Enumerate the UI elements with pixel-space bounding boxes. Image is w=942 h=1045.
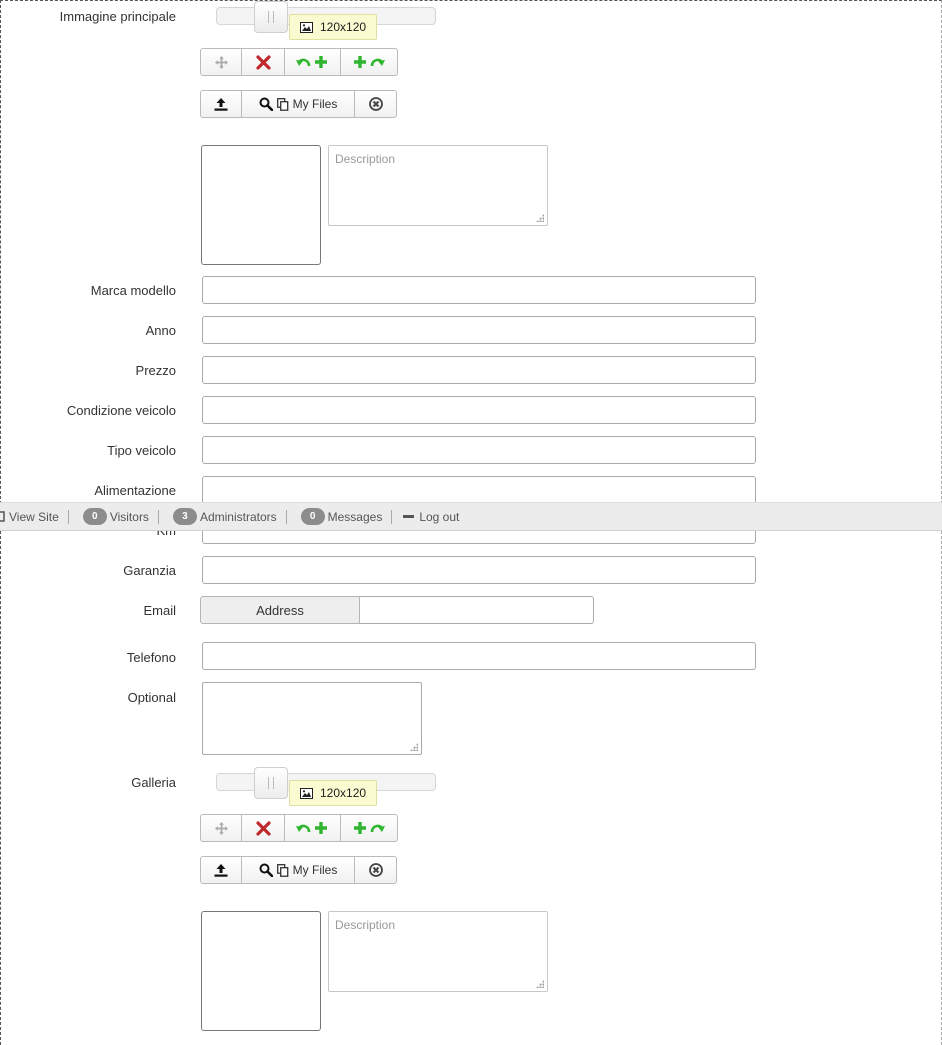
label-tipo-veicolo: Tipo veicolo: [107, 443, 176, 458]
administrators-count-badge: 3: [173, 508, 197, 525]
image-icon: [300, 788, 313, 799]
marca-modello-input[interactable]: [202, 276, 756, 304]
alimentazione-input[interactable]: [202, 476, 756, 504]
clear-icon: [369, 863, 383, 877]
log-out-link[interactable]: [392, 508, 468, 526]
gallery-description-textarea[interactable]: [328, 911, 548, 992]
label-immagine-principale: Immagine principale: [59, 9, 176, 24]
move-icon: [215, 56, 228, 69]
move-icon: [215, 822, 228, 835]
undo-add-icon: [296, 54, 330, 70]
gallery-size-tooltip: [289, 780, 377, 806]
grip-icon: [268, 11, 274, 23]
administrators-link[interactable]: [159, 508, 286, 526]
add-redo-button[interactable]: [341, 48, 398, 76]
visitors-count-badge: 0: [83, 508, 107, 525]
prezzo-input[interactable]: [202, 356, 756, 384]
email-address-addon: Address: [200, 596, 360, 624]
minus-icon: [403, 515, 414, 518]
file-actions-group: [200, 90, 397, 118]
condizione-veicolo-input[interactable]: [202, 396, 756, 424]
anno-input[interactable]: [202, 316, 756, 344]
undo-add-button[interactable]: [285, 814, 341, 842]
delete-icon: [256, 821, 271, 836]
upload-icon: [214, 97, 228, 111]
label-email: Email: [143, 603, 176, 618]
add-redo-button[interactable]: [341, 814, 398, 842]
add-redo-icon: [352, 820, 386, 836]
upload-icon: [214, 863, 228, 877]
visitors-label: Visitors: [109, 509, 149, 524]
image-size-slider-thumb[interactable]: [254, 1, 288, 33]
image-preview-box[interactable]: [201, 145, 321, 265]
my-files-label: My Files: [292, 863, 338, 877]
search-icon: [259, 863, 273, 877]
optional-textarea[interactable]: [202, 682, 422, 755]
label-galleria: Galleria: [131, 775, 176, 790]
gallery-size-label: 120x120: [320, 786, 367, 800]
upload-button[interactable]: [200, 90, 242, 118]
label-optional: Optional: [127, 690, 176, 705]
visitors-link[interactable]: [69, 508, 158, 526]
copy-icon: [277, 864, 289, 877]
email-input[interactable]: [360, 596, 594, 624]
label-alimentazione: Alimentazione: [94, 483, 176, 498]
move-button[interactable]: [200, 48, 242, 76]
search-icon: [259, 97, 273, 111]
label-anno: Anno: [145, 323, 176, 338]
garanzia-input[interactable]: [202, 556, 756, 584]
resize-grip-icon[interactable]: [536, 980, 544, 988]
description-placeholder: Description: [335, 152, 396, 166]
label-condizione-veicolo: Condizione veicolo: [66, 403, 176, 418]
description-placeholder: Description: [335, 918, 396, 932]
messages-count-badge: 0: [301, 508, 325, 525]
gallery-actions-group: [200, 814, 398, 842]
undo-add-icon: [296, 820, 330, 836]
label-prezzo: Prezzo: [135, 363, 176, 378]
delete-icon: [256, 55, 271, 70]
gallery-preview-box[interactable]: [201, 911, 321, 1031]
label-telefono: Telefono: [126, 650, 176, 665]
telefono-input[interactable]: [202, 642, 756, 670]
my-files-button[interactable]: [242, 856, 355, 884]
resize-grip-icon[interactable]: [536, 214, 544, 222]
label-garanzia: Garanzia: [123, 563, 176, 578]
image-size-tooltip: [289, 14, 377, 40]
external-link-icon: [0, 511, 5, 522]
gallery-size-slider-thumb[interactable]: [254, 767, 288, 799]
my-files-label: My Files: [292, 97, 338, 111]
clear-icon: [369, 97, 383, 111]
view-site-label: View Site: [9, 509, 59, 524]
my-files-button[interactable]: [242, 90, 355, 118]
upload-button[interactable]: [200, 856, 242, 884]
view-site-link[interactable]: [0, 508, 68, 526]
administrators-label: Administrators: [199, 509, 277, 524]
admin-status-bar: [0, 502, 942, 531]
image-actions-group: [200, 48, 398, 76]
add-redo-icon: [352, 54, 386, 70]
clear-button[interactable]: [355, 856, 397, 884]
delete-button[interactable]: [242, 48, 285, 76]
resize-grip-icon[interactable]: [410, 743, 418, 751]
image-size-label: 120x120: [320, 20, 367, 34]
label-marca-modello: Marca modello: [90, 283, 176, 298]
messages-link[interactable]: [287, 508, 392, 526]
tipo-veicolo-input[interactable]: [202, 436, 756, 464]
grip-icon: [268, 777, 274, 789]
description-textarea[interactable]: [328, 145, 548, 226]
clear-button[interactable]: [355, 90, 397, 118]
move-button[interactable]: [200, 814, 242, 842]
log-out-label: Log out: [419, 509, 460, 524]
gallery-file-actions-group: [200, 856, 397, 884]
delete-button[interactable]: [242, 814, 285, 842]
messages-label: Messages: [327, 509, 383, 524]
copy-icon: [277, 98, 289, 111]
image-icon: [300, 22, 313, 33]
undo-add-button[interactable]: [285, 48, 341, 76]
